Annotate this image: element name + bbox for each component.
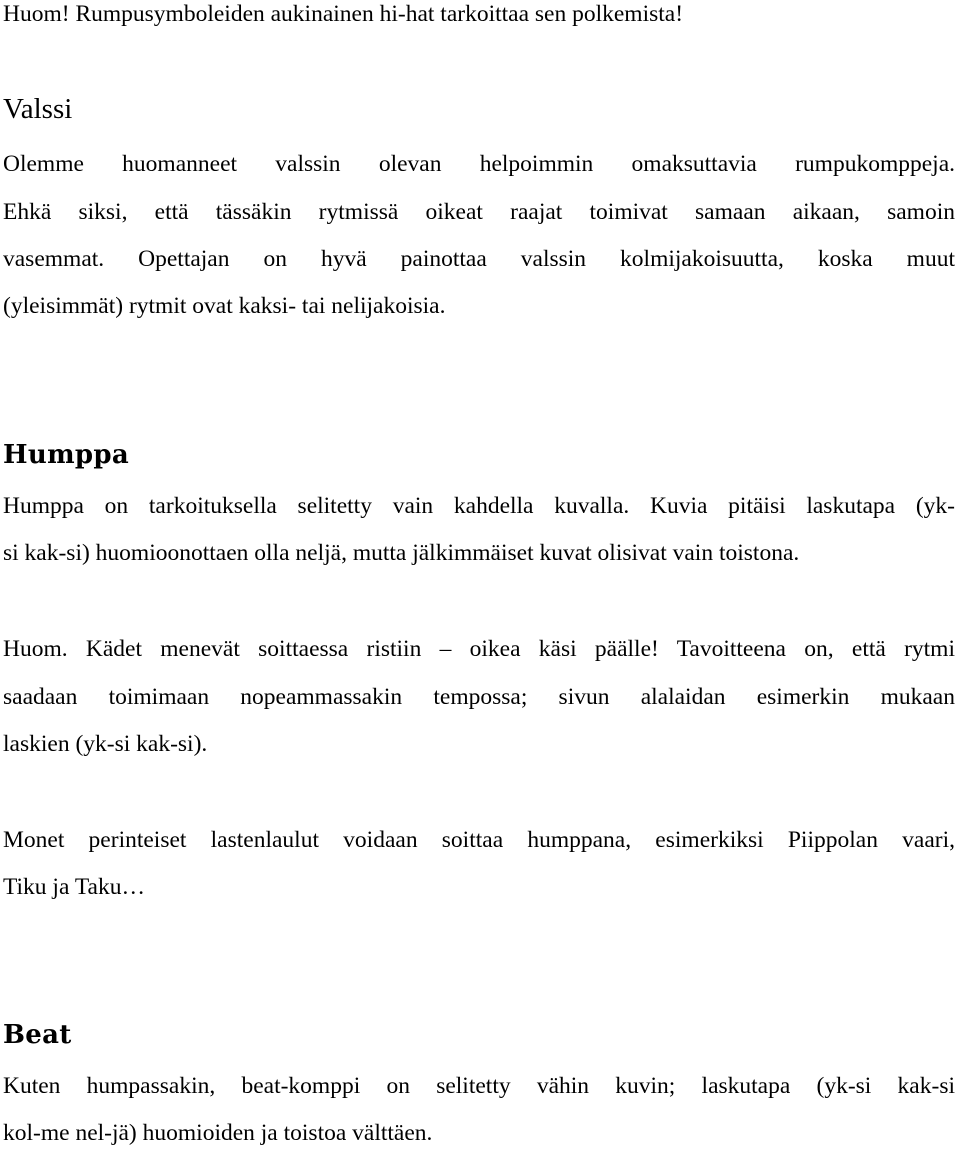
heading-beat: Beat xyxy=(3,1020,72,1050)
humppa-p1-line-1: Humppa on tarkoituksella selitetty vain kahdella kuvalla. Kuvia pitäisi laskutapa (yk- xyxy=(3,493,955,519)
humppa-p3-line-1: Monet perinteiset lastenlaulut voidaan soittaa humppana, esimerkiksi Piippolan vaari, xyxy=(3,827,955,853)
humppa-p2-line-1: Huom. Kädet menevät soittaessa ristiin – oikea käsi päälle! Tavoitteena on, että rytmi xyxy=(3,636,955,662)
valssi-line-2: Ehkä siksi, että tässäkin rytmissä oikeat raajat toimivat samaan aikaan, samoin xyxy=(3,199,955,225)
valssi-line-3: vasemmat. Opettajan on hyvä painottaa valssin kolmijakoisuutta, koska muut xyxy=(3,246,955,272)
heading-valssi: Valssi xyxy=(3,93,73,125)
beat-line-2: kol-me nel-jä) huomioiden ja toistoa välttäen. xyxy=(3,1120,433,1146)
heading-humppa: Humppa xyxy=(3,440,129,470)
beat-line-1: Kuten humpassakin, beat-komppi on selitetty vähin kuvin; laskutapa (yk-si kak-si xyxy=(3,1073,955,1099)
valssi-line-1: Olemme huomanneet valssin olevan helpoimmin omaksuttavia rumpukomppeja. xyxy=(3,151,955,177)
humppa-p1-line-2: si kak-si) huomioonottaen olla neljä, mutta jälkimmäiset kuvat olisivat vain toistona. xyxy=(3,540,800,566)
humppa-p2-line-3: laskien (yk-si kak-si). xyxy=(3,731,208,757)
humppa-p3-line-2: Tiku ja Taku… xyxy=(3,874,145,900)
valssi-line-4: (yleisimmät) rytmit ovat kaksi- tai nelijakoisia. xyxy=(3,293,446,319)
humppa-p2-line-2: saadaan toimimaan nopeammassakin tempossa; sivun alalaidan esimerkin mukaan xyxy=(3,684,955,710)
top-note: Huom! Rumpusymboleiden aukinainen hi-hat tarkoittaa sen polkemista! xyxy=(3,1,684,27)
